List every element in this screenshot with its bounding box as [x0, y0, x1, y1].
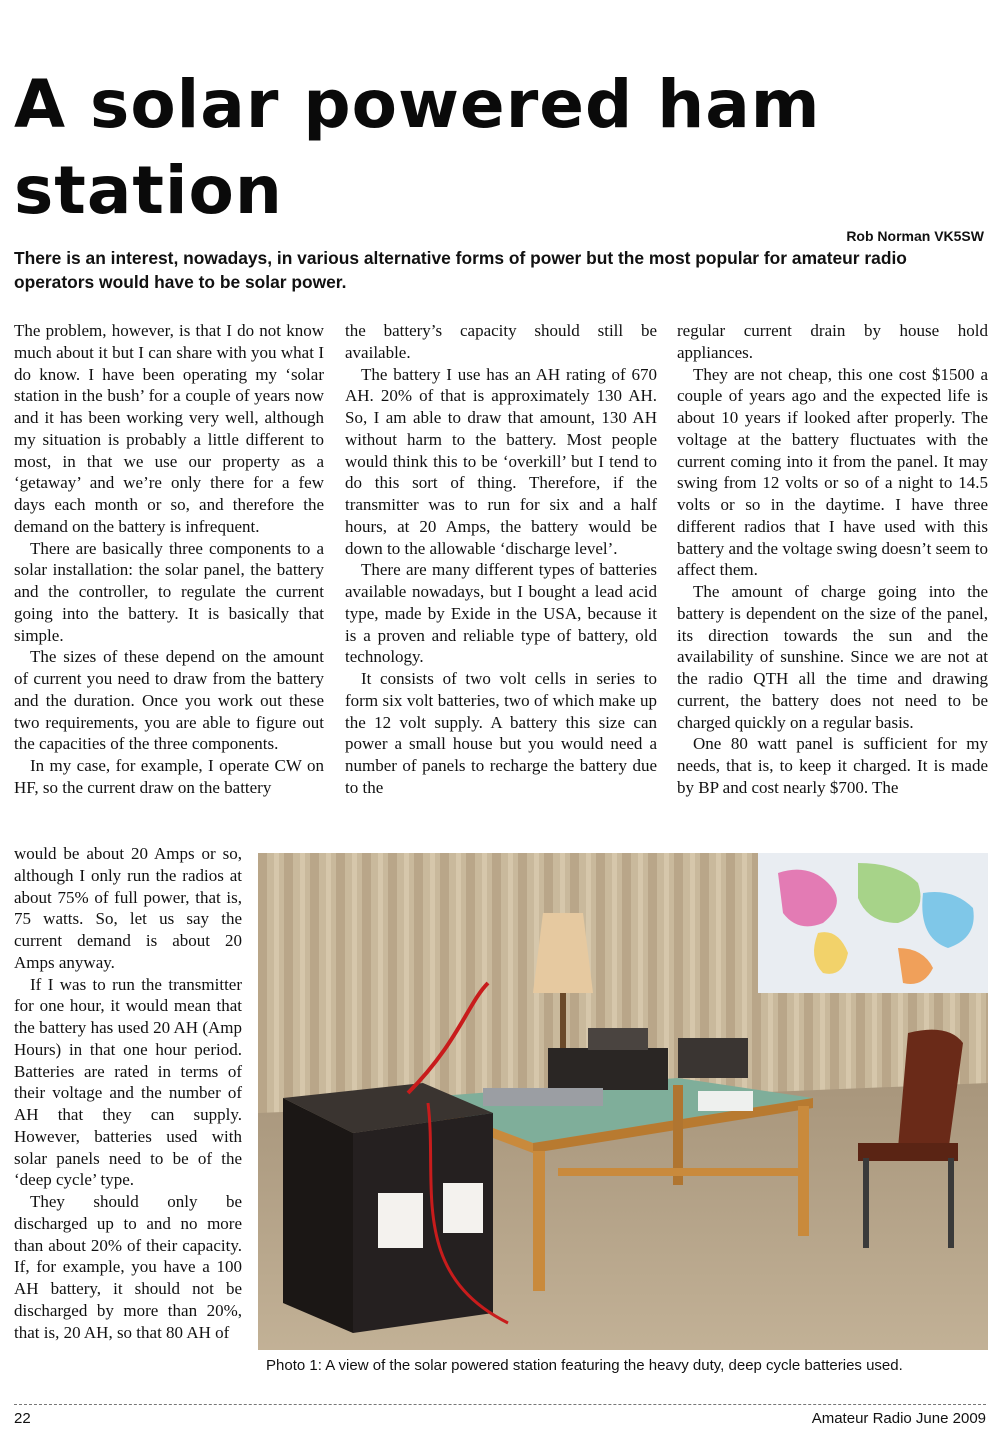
paragraph: There are basically three components to a solar installation: the solar panel, the battery and the controller, to regulate the current going into the battery. It is basically that simple.	[14, 538, 324, 645]
publication-footer: Amateur Radio June 2009	[811, 1410, 986, 1427]
paragraph: The amount of charge going into the battery is dependent on the size of the panel, its direction towards the sun and the availability of sunshine. Since we are not at the radio QTH all the time and drawing current, the battery does not need to be charged quickly on a regular basis.	[677, 582, 988, 732]
station-photo	[258, 853, 988, 1350]
paragraph: They are not cheap, this one cost $1500 a couple of years ago and the expected life is about 10 years if looked after properly. The voltage at the battery fluctuates with the current coming into it from the panel. It may swing from 12 volts or so of a night to 14.5 volts or so in the daytime. I have three different radios that I have used with this battery and the voltage swing doesn’t seem to affect them.	[677, 364, 988, 580]
column-1	[14, 320, 324, 799]
paragraph: There are many different types of batteries available nowadays, but I bought a lead acid type, made by Exide in the USA, because it is a proven and reliable type of battery, old technology.	[345, 560, 657, 667]
paragraph: They should only be discharged up to and no more than about 20% of their capacity. If, for example, you have a 100 AH battery, it should not be discharged by more than 20%, that is, 20 AH, so that 80 AH of	[14, 1192, 242, 1342]
paragraph: the battery’s capacity should still be available.	[345, 321, 657, 362]
world-map	[758, 853, 988, 993]
paragraph: regular current drain by house hold appliances.	[677, 321, 988, 362]
page-number: 22	[14, 1410, 31, 1427]
article-author: Rob Norman VK5SW	[846, 228, 984, 244]
photo-caption: Photo 1: A view of the solar powered station featuring the heavy duty, deep cycle batteries used.	[266, 1357, 903, 1374]
paragraph: The problem, however, is that I do not know much about it but I can share with you what I do know. I have been operating my ‘solar station in the bush’ for a couple of years now and it has been working very well, although my situation is probably a little different to most, in that we use our property as a ‘getaway’ and we’re only there for a few days each month or so, and therefore the demand on the battery is infrequent.	[14, 321, 324, 536]
article-title: A solar powered ham station	[14, 66, 821, 229]
paragraph: It consists of two volt cells in series to form six volt batteries, two of which make up the 12 volt supply. A battery this size can power a small house but you would need a number of panels to recharge the battery due to the	[345, 669, 657, 797]
column-1-continued	[14, 843, 242, 1343]
paragraph: One 80 watt panel is sufficient for my needs, that is, to keep it charged. It is made by BP and cost nearly $700. The	[677, 734, 988, 797]
paragraph: The battery I use has an AH rating of 670 AH. 20% of that is approximately 130 AH. So, I am able to draw that amount, 130 AH without harm to the battery. Most people would think this to be ‘overkill’ but I tend to do this sort of thing. Therefore, if the transmitter was to run for six and a half hours, at 20 Amps, the battery would be down to the allowable ‘discharge level’.	[345, 364, 657, 558]
station-photo-illustration	[258, 853, 988, 1350]
column-2	[345, 320, 657, 799]
footer-divider	[14, 1404, 986, 1405]
paragraph: would be about 20 Amps or so, although I only run the radios at about 75% of full power, that is, 75 watts. So, let us say the current demand is about 20 Amps anyway.	[14, 844, 242, 972]
paragraph: If I was to run the transmitter for one hour, it would mean that the battery has used 20 AH (Amp Hours) in that one hour period. Batteries are rated in terms of their voltage and the number of AH that they can supply. However, batteries used with solar panels need to be of the ‘deep cycle’ type.	[14, 974, 242, 1190]
column-3	[677, 320, 988, 799]
paragraph: The sizes of these depend on the amount of current you need to draw from the battery and the duration. Once you work out these two requirements, you are able to figure out the capacities of the three components.	[14, 647, 324, 754]
article-intro: There is an interest, nowadays, in various alternative forms of power but the most popular for amateur radio operators would have to be solar power.	[14, 248, 907, 292]
paragraph: In my case, for example, I operate CW on HF, so the current draw on the battery	[14, 756, 324, 797]
